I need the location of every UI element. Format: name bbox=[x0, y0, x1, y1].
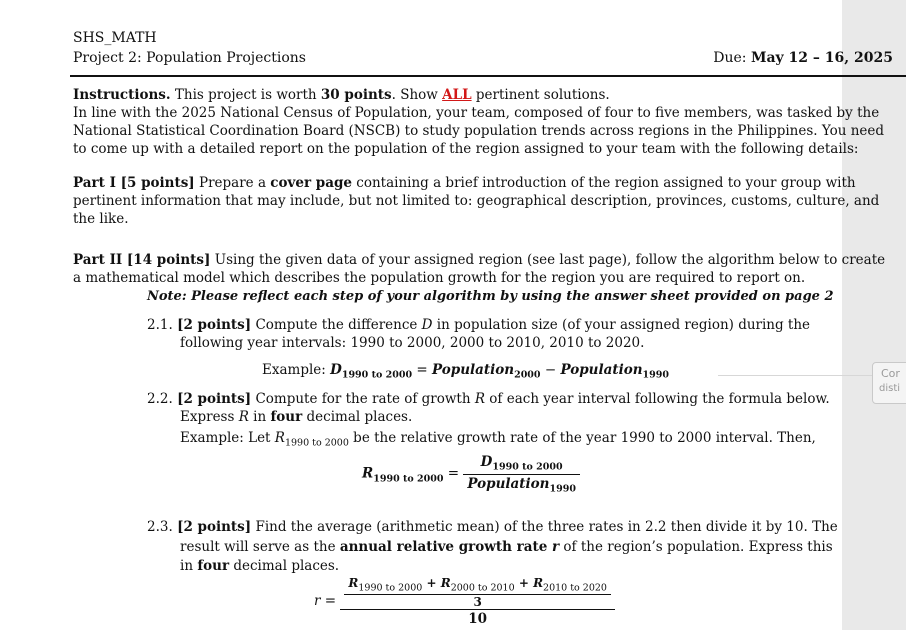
step-text: in population size (of your assigned region) during the bbox=[432, 317, 811, 333]
step-text: Find the average (arithmetic mean) of the three rates in 2.2 then divide it by 10. The bbox=[251, 519, 838, 535]
part1-line-1 bbox=[73, 174, 856, 192]
course-code: SHS_MATH bbox=[73, 30, 157, 46]
variable-r-sub: 1990 to 2000 bbox=[284, 437, 349, 449]
formula-r3-sub: 2010 to 2020 bbox=[543, 582, 607, 594]
step-2-1-example bbox=[262, 362, 669, 381]
step-points: [2 points] bbox=[177, 317, 252, 333]
formula-equals: = bbox=[320, 593, 341, 610]
annual-rate-formula bbox=[314, 576, 615, 627]
instructions-text: . Show bbox=[391, 87, 443, 103]
formula-plus: + bbox=[422, 576, 441, 590]
step-points: [2 points] bbox=[177, 391, 252, 407]
formula-r1: R bbox=[348, 576, 359, 590]
step-text: of each year interval following the formula below. bbox=[485, 391, 830, 407]
eq-minus: − bbox=[540, 362, 561, 378]
eq-pop-2000: Population bbox=[431, 362, 515, 378]
formula-r: R bbox=[362, 465, 374, 482]
growth-rate-emphasis: annual relative growth rate bbox=[339, 539, 548, 555]
four-emphasis: four bbox=[270, 409, 303, 425]
due-date bbox=[713, 50, 893, 66]
eq-d: D bbox=[330, 362, 342, 378]
formula-denominator-sub: 1990 bbox=[549, 483, 576, 495]
step-number: 2.1. bbox=[147, 317, 173, 333]
step-2-2-line-1 bbox=[147, 390, 830, 408]
formula-numerator: D bbox=[480, 454, 493, 470]
part1-text: containing a brief introduction of the region assigned to your group with bbox=[351, 175, 856, 191]
step-text: Compute for the rate of growth bbox=[251, 391, 475, 407]
formula-fraction bbox=[463, 454, 580, 494]
eq-d-sub: 1990 to 2000 bbox=[341, 369, 413, 381]
formula-plus: + bbox=[514, 576, 534, 590]
due-label: Due: bbox=[713, 50, 747, 66]
step-2-1-line-1 bbox=[147, 316, 810, 334]
four-emphasis: four bbox=[197, 558, 230, 574]
formula-numerator-sub: 1990 to 2000 bbox=[492, 461, 563, 473]
eq-equals: = bbox=[412, 362, 432, 378]
part1-line-3: the like. bbox=[73, 211, 129, 227]
part2-text: Using the given data of your assigned region (see last page), follow the algorithm below to create bbox=[210, 252, 886, 268]
part1-line-2: pertinent information that may include, but not limited to: geographical description, provinces, customs, culture, and bbox=[73, 193, 880, 209]
comment-bubble[interactable] bbox=[872, 362, 906, 404]
step-text: result will serve as the bbox=[180, 539, 340, 555]
formula-r2: R bbox=[440, 576, 451, 590]
formula-ten: 10 bbox=[468, 611, 488, 628]
variable-r: R bbox=[274, 430, 285, 446]
formula-equals: = bbox=[443, 465, 464, 482]
header-divider bbox=[70, 75, 906, 77]
instructions-text: This project is worth bbox=[170, 87, 321, 103]
instructions-line-2: In line with the 2025 National Census of Population, your team, composed of four to five members, was tasked by the bbox=[73, 105, 880, 121]
part2-line-2: a mathematical model which describes the population growth for the region you are required to report on. bbox=[73, 270, 806, 286]
inner-fraction bbox=[344, 576, 611, 608]
step-text: in bbox=[180, 558, 198, 574]
variable-d: D bbox=[421, 317, 433, 333]
part2-label: Part II [14 points] bbox=[73, 252, 211, 268]
formula-small-r: r bbox=[314, 593, 321, 610]
instructions-line-3: National Statistical Coordination Board (NSCB) to study population trends across regions in the Philippines. You need bbox=[73, 123, 885, 139]
formula-r2-sub: 2000 to 2010 bbox=[450, 582, 515, 594]
project-title: Project 2: Population Projections bbox=[73, 50, 306, 66]
step-text: decimal places. bbox=[302, 409, 413, 425]
part2-note: Note: Please reflect each step of your algorithm by using the answer sheet provided on page 2 bbox=[147, 289, 834, 304]
comment-text-2: disti bbox=[879, 383, 901, 394]
formula-denominator: Population bbox=[467, 475, 550, 492]
part1-label: Part I [5 points] bbox=[73, 175, 195, 191]
step-2-2-line-3 bbox=[180, 429, 816, 453]
step-text: of the region’s population. Express this bbox=[559, 539, 833, 555]
step-text: Example: Let bbox=[180, 430, 275, 446]
variable-small-r: r bbox=[547, 539, 560, 555]
eq-pop-1990: Population bbox=[560, 362, 643, 378]
step-2-3-line-3 bbox=[180, 557, 339, 575]
instructions-line-4: to come up with a detailed report on the population of the region assigned to your team with the following details: bbox=[73, 141, 859, 157]
formula-r-sub: 1990 to 2000 bbox=[373, 473, 444, 485]
comments-sidebar bbox=[842, 0, 906, 630]
step-text: in bbox=[248, 409, 271, 425]
part2-line-1 bbox=[73, 251, 885, 269]
step-2-3-line-2 bbox=[180, 538, 833, 556]
growth-rate-formula bbox=[362, 454, 580, 494]
cover-page-emphasis: cover page bbox=[270, 175, 352, 191]
step-text: be the relative growth rate of the year 1990 to 2000 interval. Then, bbox=[348, 430, 816, 446]
formula-r1-sub: 1990 to 2000 bbox=[358, 582, 423, 594]
instructions-line-1 bbox=[73, 86, 610, 104]
step-text: Compute the difference bbox=[251, 317, 422, 333]
step-2-1-line-2: following year intervals: 1990 to 2000, 2000 to 2010, 2010 to 2020. bbox=[180, 335, 645, 351]
step-text: decimal places. bbox=[229, 558, 340, 574]
formula-three: 3 bbox=[473, 595, 482, 610]
step-2-3-line-1 bbox=[147, 518, 838, 536]
due-value: May 12 – 16, 2025 bbox=[750, 50, 893, 66]
comment-text-1: Cor bbox=[881, 367, 900, 380]
all-emphasis: ALL bbox=[442, 87, 472, 103]
example-label: Example: bbox=[262, 362, 331, 378]
eq-pop-1990-sub: 1990 bbox=[642, 369, 669, 381]
variable-r: R bbox=[474, 391, 486, 407]
points-total: 30 points bbox=[320, 87, 392, 103]
part1-text: Prepare a bbox=[194, 175, 271, 191]
instructions-label: Instructions. bbox=[73, 87, 171, 103]
step-points: [2 points] bbox=[177, 519, 252, 535]
step-number: 2.2. bbox=[147, 391, 173, 407]
step-text: Express bbox=[180, 409, 239, 425]
step-2-2-line-2 bbox=[180, 408, 412, 426]
instructions-text: pertinent solutions. bbox=[471, 87, 610, 103]
variable-r: R bbox=[238, 409, 249, 425]
step-number: 2.3. bbox=[147, 519, 173, 535]
outer-fraction bbox=[340, 576, 615, 627]
eq-pop-2000-sub: 2000 bbox=[514, 369, 541, 381]
formula-r3: R bbox=[533, 576, 544, 590]
